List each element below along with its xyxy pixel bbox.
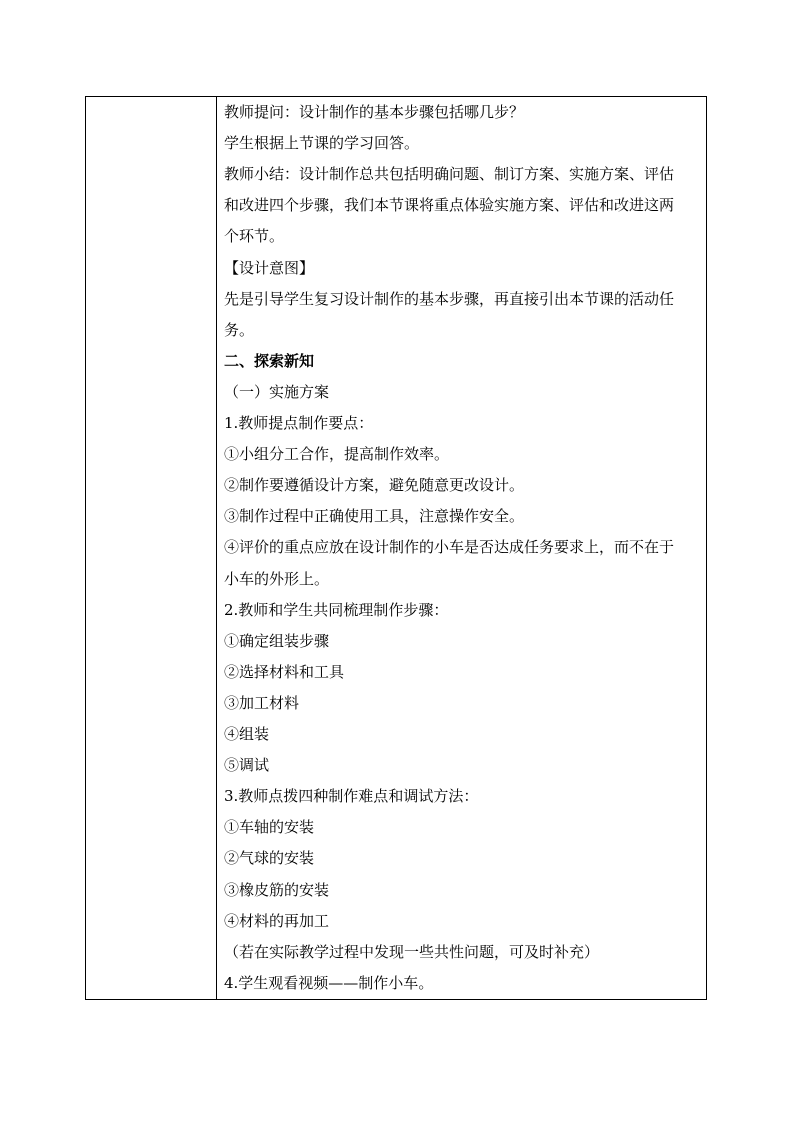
text-line: ①车轴的安装: [224, 818, 315, 837]
text-line: （若在实际教学过程中发现一些共性问题，可及时补充）: [224, 942, 600, 961]
text-line: （一）实施方案: [224, 382, 330, 401]
text-line: ③加工材料: [224, 693, 300, 712]
text-line: 学生根据上节课的学习回答。: [224, 134, 420, 153]
text-line: 教师小结：设计制作总共包括明确问题、制订方案、实施方案、评估: [224, 165, 675, 184]
text-line: 【设计意图】: [224, 258, 315, 277]
text-line: 教师提问：设计制作的基本步骤包括哪几步？: [224, 103, 525, 121]
left-column-cell: [86, 97, 216, 999]
text-line: 4.学生观看视频——制作小车。: [224, 973, 434, 992]
text-line: 1.教师提点制作要点：: [224, 414, 374, 432]
text-line: ③制作过程中正确使用工具，注意操作安全。: [224, 507, 525, 526]
text-line: 和改进四个步骤，我们本节课将重点体验实施方案、评估和改进这两: [224, 196, 675, 215]
text-line: 个环节。: [224, 227, 285, 246]
column-divider: [216, 97, 217, 999]
text-line: ④组装: [224, 725, 270, 743]
text-line: ⑤调试: [224, 756, 270, 775]
text-line: ①确定组装步骤: [224, 631, 330, 650]
text-line: 二、探索新知: [224, 351, 315, 370]
text-line: 2.教师和学生共同梳理制作步骤：: [224, 600, 449, 619]
text-line: 3.教师点拨四种制作难点和调试方法：: [224, 787, 479, 806]
text-line: 先是引导学生复习设计制作的基本步骤，再直接引出本节课的活动任: [224, 289, 675, 308]
text-line: ②选择材料和工具: [224, 662, 345, 681]
text-line: 小车的外形上。: [224, 569, 330, 588]
text-line: ④材料的再加工: [224, 911, 330, 930]
text-line: 务。: [224, 320, 255, 339]
text-line: ③橡皮筋的安装: [224, 880, 330, 899]
text-line: ②气球的安装: [224, 849, 315, 868]
text-line: ①小组分工合作，提高制作效率。: [224, 445, 450, 464]
lesson-table: [85, 96, 707, 1000]
text-line: ④评价的重点应放在设计制作的小车是否达成任务要求上，而不在于: [224, 538, 675, 557]
text-line: ②制作要遵循设计方案，避免随意更改设计。: [224, 476, 525, 495]
